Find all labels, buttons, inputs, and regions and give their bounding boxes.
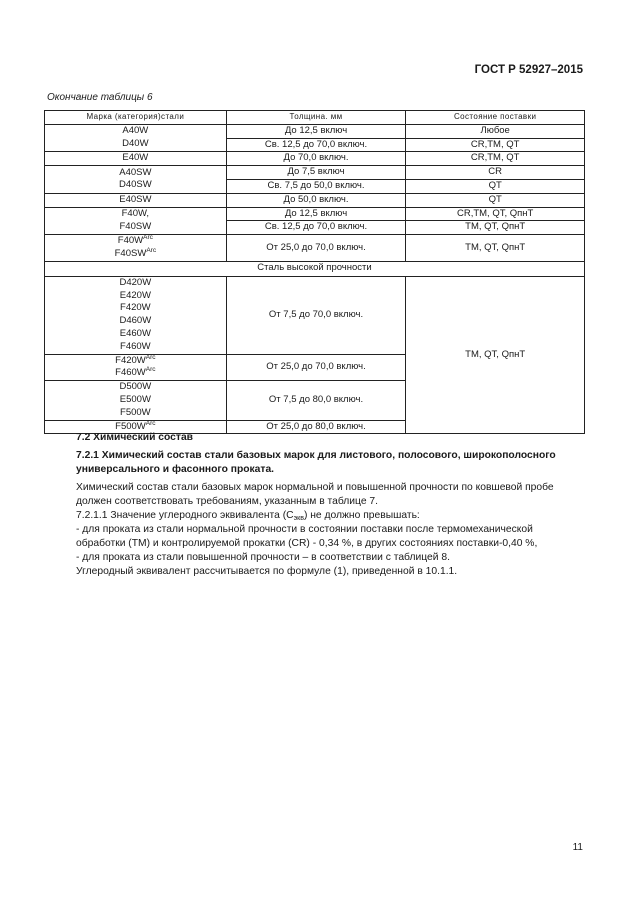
subsection-heading: 7.2.1 Химический состав стали базовых марок для листового, полосового, широкополосного универсального и фасонного проката. [76, 450, 556, 475]
state-cell: TM, QT, QпнT [406, 221, 585, 235]
state-cell: CR,TM, QT, QпнT [406, 207, 585, 221]
section-title: Сталь высокой прочности [45, 261, 585, 276]
paragraph: - для проката из стали нормальной прочности в состоянии поставки после термомеханической обработки (ТМ) и контролируемой прокатки (CR) - 0,34 %, в других состояниях поставки-0,40 %, [76, 524, 538, 549]
table-row [45, 124, 585, 138]
grade: F40SW [114, 247, 147, 259]
thickness-cell: До 50,0 включ. [226, 193, 406, 207]
state-cell: Любое [406, 124, 585, 138]
grade-cell [45, 354, 227, 381]
table-row [45, 193, 585, 207]
header-grade: Марка (категория)стали [45, 111, 227, 125]
table-section-row [45, 261, 585, 276]
paragraph-text: ) не должно превышать: [303, 510, 420, 521]
state-cell: CR [406, 166, 585, 180]
state-cell: CR,TM, QT [406, 138, 585, 152]
grade: D40W [122, 138, 149, 150]
grade-superscript: Arc [143, 234, 153, 242]
thickness-cell: Св. 12,5 до 70,0 включ. [226, 221, 406, 235]
grade: A40W [122, 125, 149, 137]
grade-superscript: Arc [145, 419, 156, 427]
paragraph [76, 509, 584, 523]
paragraph: Химический состав стали базовых марок нормальной и повышенной прочности по ковшевой пробе должен соответствовать требованиям, указанным в таблице 7. [76, 482, 554, 507]
table-row [45, 276, 585, 354]
thickness-cell: До 70,0 включ. [226, 152, 406, 166]
state-cell: QT [406, 179, 585, 193]
grade: D460W [119, 315, 152, 327]
section-heading: 7.2 Химический состав [76, 432, 193, 443]
thickness-cell: От 7,5 до 80,0 включ. [226, 381, 406, 420]
grade: E420W [119, 289, 151, 301]
grade-superscript: Arc [145, 366, 156, 374]
grade: E500W [119, 393, 151, 405]
state-cell: TM, QT, QпнT [406, 276, 585, 434]
grade-cell [45, 207, 227, 235]
table-header-row [45, 111, 585, 125]
grade: F420W [115, 354, 146, 366]
header-delivery-state: Состояние поставки [406, 111, 585, 125]
grade: F500W [115, 420, 146, 432]
thickness-cell: До 12,5 включ [226, 207, 406, 221]
grade: F40SW [119, 220, 152, 232]
thickness-cell: Св. 7,5 до 50,0 включ. [226, 179, 406, 193]
table-row [45, 235, 585, 262]
thickness-cell: От 25,0 до 80,0 включ. [226, 420, 406, 434]
state-cell: TM, QT, QпнT [406, 235, 585, 262]
table-row [45, 152, 585, 166]
thickness-cell: До 12,5 включ [226, 124, 406, 138]
paragraph: Углеродный эквивалент рассчитывается по формуле (1), приведенной в 10.1.1. [76, 566, 458, 577]
grade: F460W [120, 340, 151, 352]
grade-cell [45, 381, 227, 420]
grade-cell [45, 166, 227, 194]
grade: D420W [119, 276, 152, 288]
state-cell: QT [406, 193, 585, 207]
subscript: экв [293, 515, 304, 522]
page-number: 11 [572, 842, 583, 853]
grade: F40W, [121, 208, 150, 220]
paragraph-text: 7.2.1.1 Значение углеродного эквивалента (C [76, 510, 294, 521]
grade-cell [45, 235, 227, 262]
thickness-cell: До 7,5 включ [226, 166, 406, 180]
thickness-cell: От 25,0 до 70,0 включ. [226, 354, 406, 381]
thickness-cell: Св. 12,5 до 70,0 включ. [226, 138, 406, 152]
grade: F40W [117, 235, 144, 247]
grade: D500W [119, 381, 152, 393]
grade: E460W [119, 327, 151, 339]
paragraph: - для проката из стали повышенной прочности – в соответствии с таблицей 8. [76, 552, 450, 563]
table-row [45, 207, 585, 221]
grade-superscript: Arc [146, 246, 157, 254]
thickness-cell: От 7,5 до 70,0 включ. [226, 276, 406, 354]
grade-cell [45, 124, 227, 152]
grade: F420W [120, 302, 151, 314]
grade-cell: E40W [45, 152, 227, 166]
grade-cell: E40SW [45, 193, 227, 207]
state-cell: CR,TM, QT [406, 152, 585, 166]
grade-cell [45, 276, 227, 354]
steel-grades-table [44, 110, 585, 434]
header-thickness: Толщина. мм [226, 111, 406, 125]
thickness-cell: От 25,0 до 70,0 включ. [226, 235, 406, 262]
table-row [45, 166, 585, 180]
grade: D40SW [118, 179, 152, 191]
table-caption: Окончание таблицы 6 [47, 92, 153, 103]
grade-superscript: Arc [145, 353, 156, 361]
document-id: ГОСТ Р 52927–2015 [474, 64, 583, 76]
grade: A40SW [119, 166, 152, 178]
grade: F460W [115, 367, 146, 379]
grade: F500W [120, 406, 151, 418]
